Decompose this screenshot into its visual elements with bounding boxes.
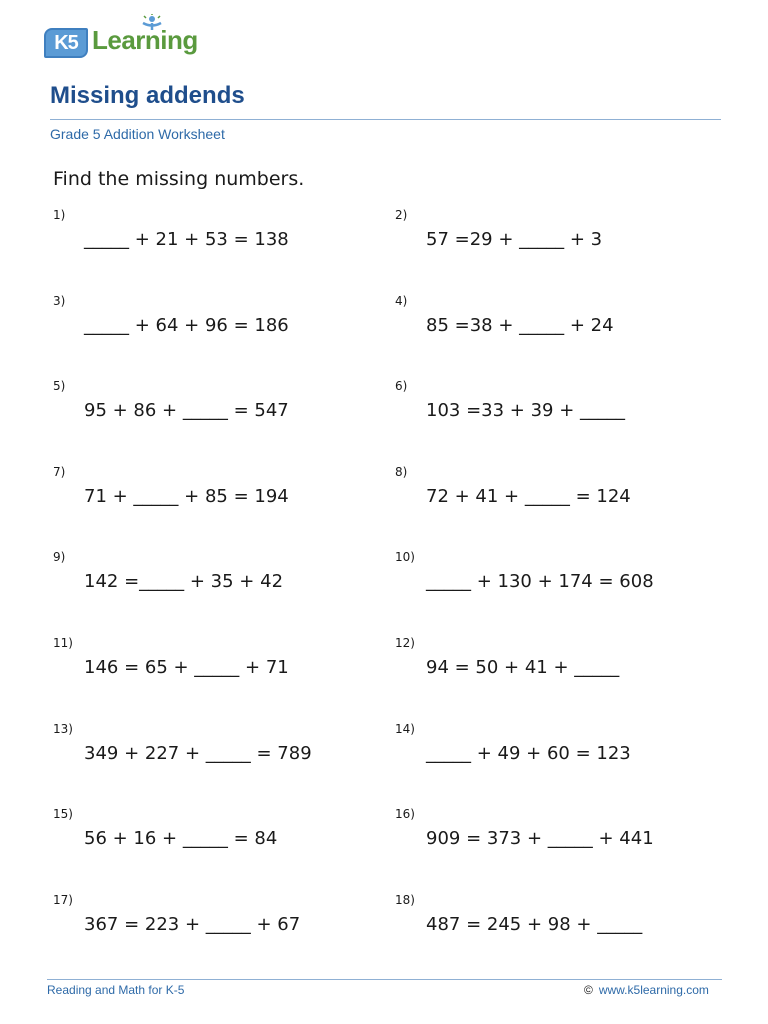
copyright-symbol: © [584,983,593,997]
problem-number: 13) [53,722,73,736]
problem-item [395,722,695,782]
problem-item [53,550,353,610]
problem-equation: 146 = 65 + _____ + 71 [84,657,289,678]
problem-number: 15) [53,807,73,821]
problem-equation: 487 = 245 + 98 + _____ [426,914,643,935]
problem-number: 14) [395,722,415,736]
problem-item [395,893,695,953]
problem-item [53,807,353,867]
problem-number: 9) [53,550,66,564]
page-title: Missing addends [50,82,245,109]
footer-site [584,983,709,997]
problem-equation: _____ + 64 + 96 = 186 [84,315,289,336]
problem-equation: 57 =29 + _____ + 3 [426,229,603,250]
problem-equation: 72 + 41 + _____ = 124 [426,486,631,507]
logo-figure-icon [140,14,164,34]
problem-item [395,465,695,525]
logo-wordmark: Learning [92,25,198,55]
problem-equation: 56 + 16 + _____ = 84 [84,828,278,849]
problem-equation: 71 + _____ + 85 = 194 [84,486,289,507]
problem-equation: 94 = 50 + 41 + _____ [426,657,620,678]
problem-number: 12) [395,636,415,650]
problem-item [53,636,353,696]
problem-item [53,294,353,354]
problem-equation: 85 =38 + _____ + 24 [426,315,614,336]
problem-equation: _____ + 21 + 53 = 138 [84,229,289,250]
header-divider [50,119,721,120]
problem-item [53,465,353,525]
problem-number: 6) [395,379,408,393]
problem-item [395,636,695,696]
problem-number: 11) [53,636,73,650]
problem-number: 16) [395,807,415,821]
problem-equation: _____ + 49 + 60 = 123 [426,743,631,764]
problem-item [53,893,353,953]
problem-number: 17) [53,893,73,907]
problem-number: 2) [395,208,408,222]
instructions: Find the missing numbers. [53,168,305,190]
problem-item [395,379,695,439]
problem-equation: 103 =33 + 39 + _____ [426,400,626,421]
problem-item [395,208,695,268]
problem-item [53,208,353,268]
footer-url[interactable]: www.k5learning.com [598,983,709,997]
problem-item [53,722,353,782]
problem-number: 3) [53,294,66,308]
problem-equation: 909 = 373 + _____ + 441 [426,828,654,849]
footer-divider [47,979,722,980]
problem-item [395,807,695,867]
problem-number: 10) [395,550,415,564]
k5-learning-logo [44,16,204,60]
problem-equation: 349 + 227 + _____ = 789 [84,743,312,764]
problem-number: 4) [395,294,408,308]
problem-number: 8) [395,465,408,479]
problem-number: 1) [53,208,66,222]
problem-number: 18) [395,893,415,907]
problem-item [395,294,695,354]
page-subtitle: Grade 5 Addition Worksheet [50,126,225,142]
footer-tagline: Reading and Math for K-5 [47,983,185,997]
problem-number: 5) [53,379,66,393]
problem-equation: 142 =_____ + 35 + 42 [84,571,284,592]
problem-item [395,550,695,610]
problem-equation: 367 = 223 + _____ + 67 [84,914,301,935]
problem-number: 7) [53,465,66,479]
problem-item [53,379,353,439]
problem-equation: _____ + 130 + 174 = 608 [426,571,654,592]
problem-equation: 95 + 86 + _____ = 547 [84,400,289,421]
logo-badge: K5 [44,28,88,58]
